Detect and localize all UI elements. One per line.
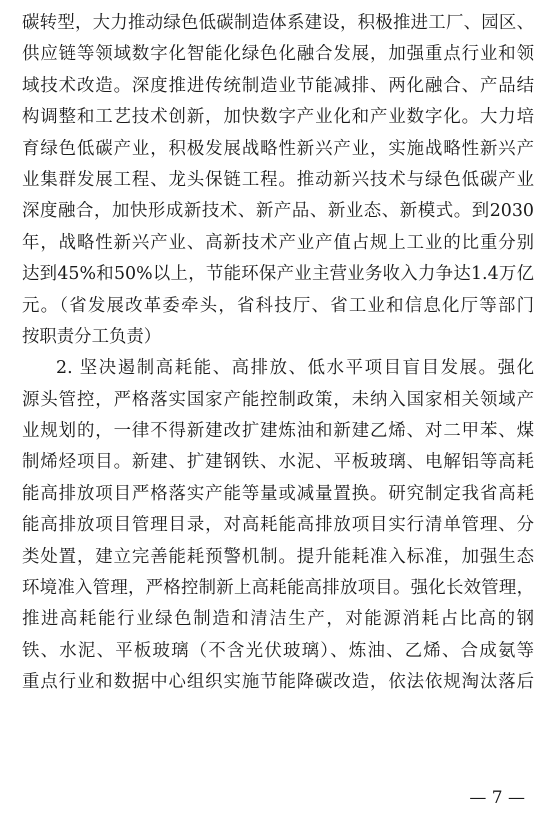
text-line: 构调整和工艺技术创新，加快数字产业化和产业数字化。大力培 xyxy=(22,107,534,128)
text-line: 供应链等领域数字化智能化绿色化融合发展，加强重点行业和领 xyxy=(22,44,534,65)
text-line: 铁、水泥、平板玻璃（不含光伏玻璃）、炼油、乙烯、合成氨等 xyxy=(22,640,534,661)
text-line: 育绿色低碳产业，积极发展战略性新兴产业，实施战略性新兴产 xyxy=(22,138,534,159)
text-line: 达到45%和50%以上，节能环保产业主营业务收入力争达1.4万亿 xyxy=(22,264,534,285)
text-line: 业集群发展工程、龙头保链工程。推动新兴技术与绿色低碳产业 xyxy=(22,169,534,190)
text-line: 能高排放项目管理目录，对高耗能高排放项目实行清单管理、分 xyxy=(22,515,534,536)
text-line: 域技术改造。深度推进传统制造业节能减排、两化融合、产品结 xyxy=(22,75,534,96)
text-line: 深度融合，加快形成新技术、新产品、新业态、新模式。到2030 xyxy=(22,201,534,222)
text-line: 环境准入管理，严格控制新上高耗能高排放项目。强化长效管理， xyxy=(22,578,534,599)
text-line: 源头管控，严格落实国家产能控制政策，未纳入国家相关领域产 xyxy=(22,389,534,410)
text-line: 制烯烃项目。新建、扩建钢铁、水泥、平板玻璃、电解铝等高耗 xyxy=(22,452,534,473)
text-line: 重点行业和数据中心组织实施节能降碳改造，依法依规淘汰落后 xyxy=(22,672,534,693)
text-line: 元。（省发展改革委牵头，省科技厅、省工业和信息化厅等部门 xyxy=(22,295,534,316)
body-text xyxy=(22,8,534,699)
text-line: 业规划的，一律不得新建改扩建炼油和新建乙烯、对二甲苯、煤 xyxy=(22,421,534,442)
text-line: 按职责分工负责） xyxy=(22,326,162,347)
text-line-heading: 2. 坚决遏制高耗能、高排放、低水平项目盲目发展。强化 xyxy=(56,358,534,379)
text-line: 碳转型，大力推动绿色低碳制造体系建设，积极推进工厂、园区、 xyxy=(22,13,534,33)
page-number: — 7 — xyxy=(469,788,525,808)
text-line: 能高排放项目严格落实产能等量或减量置换。研究制定我省高耗 xyxy=(22,483,534,504)
text-line: 推进高耗能行业绿色制造和清洁生产，对能源消耗占比高的钢 xyxy=(22,609,534,630)
text-line: 年，战略性新兴产业、高新技术产业产值占规上工业的比重分别 xyxy=(22,232,534,253)
text-line: 类处置，建立完善能耗预警机制。提升能耗准入标准，加强生态 xyxy=(22,546,534,567)
